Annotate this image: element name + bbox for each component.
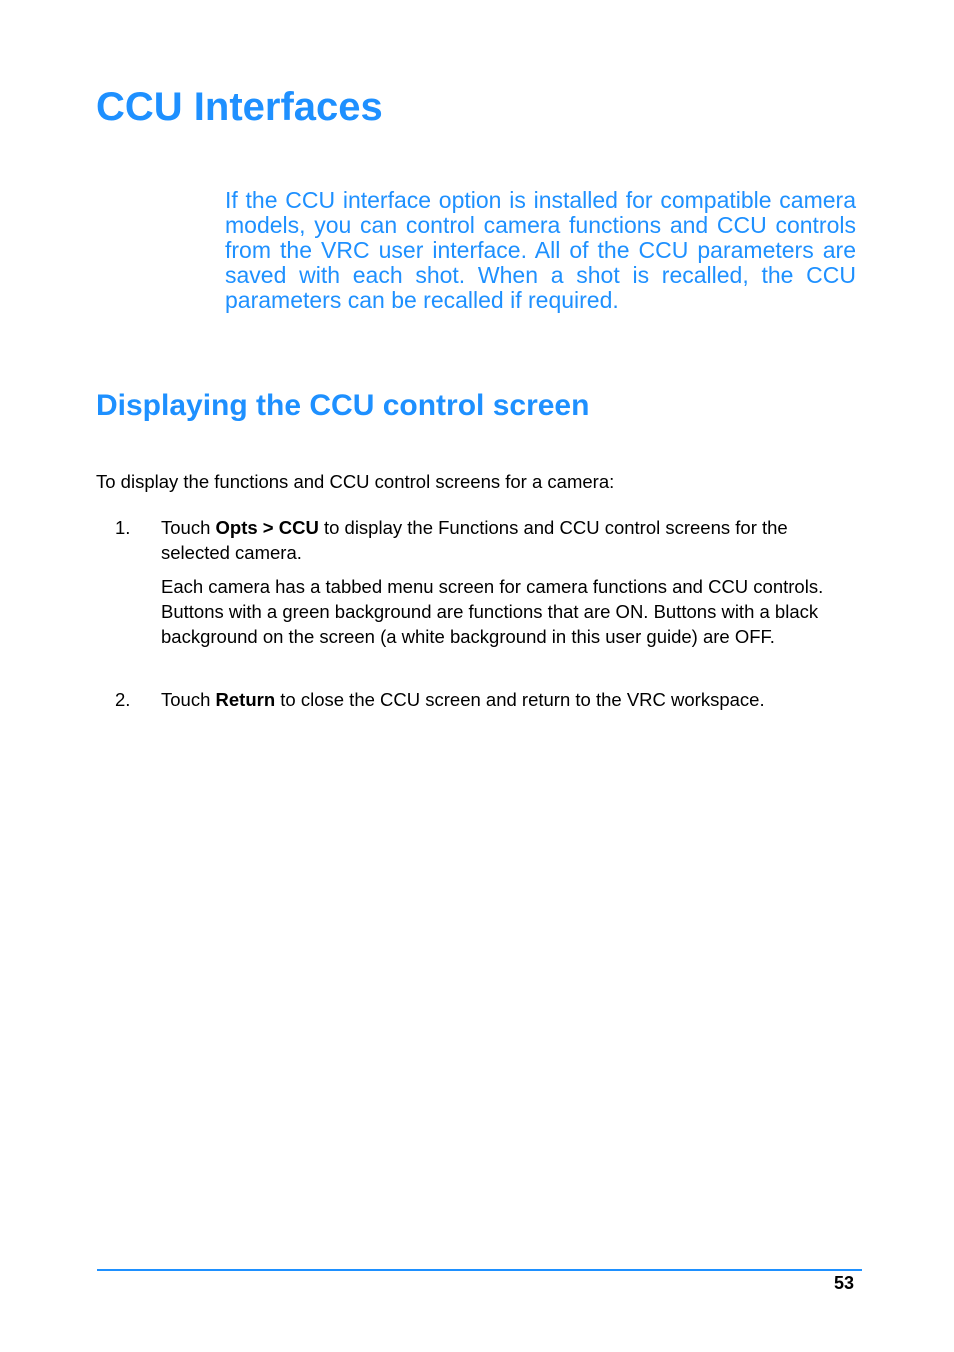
page-number: 53 xyxy=(833,1273,854,1293)
step-number: 1. xyxy=(115,517,131,538)
section-lead: To display the functions and CCU control screens for a camera: xyxy=(96,471,615,492)
step-text xyxy=(161,515,861,565)
footer-rule xyxy=(97,1269,862,1271)
chapter-title: CCU Interfaces xyxy=(96,85,383,129)
step-suffix: to display the Functions and CCU control screens for the selected camera. xyxy=(161,517,788,563)
step-command: Opts > CCU xyxy=(215,517,319,538)
section-title: Displaying the CCU control screen xyxy=(96,389,590,422)
step-suffix: to close the CCU screen and return to the VRC workspace. xyxy=(275,689,765,710)
step-text xyxy=(161,687,861,712)
step-prefix: Touch xyxy=(161,517,216,538)
step-1-note: Each camera has a tabbed menu screen for camera functions and CCU controls. Buttons with a green background are functions that are ON. Buttons with a black background on the screen (a white background in this user guide) are OFF. xyxy=(161,576,824,647)
step-command: Return xyxy=(215,689,276,710)
step-number: 2. xyxy=(115,689,131,710)
chapter-intro: If the CCU interface option is installed for compatible camera models, you can control camera functions and CCU controls from the VRC user interface. All of the CCU parameters are saved with each shot. When a shot is recalled, the CCU parameters can be recalled if required. xyxy=(225,187,856,313)
step-prefix: Touch xyxy=(161,689,216,710)
